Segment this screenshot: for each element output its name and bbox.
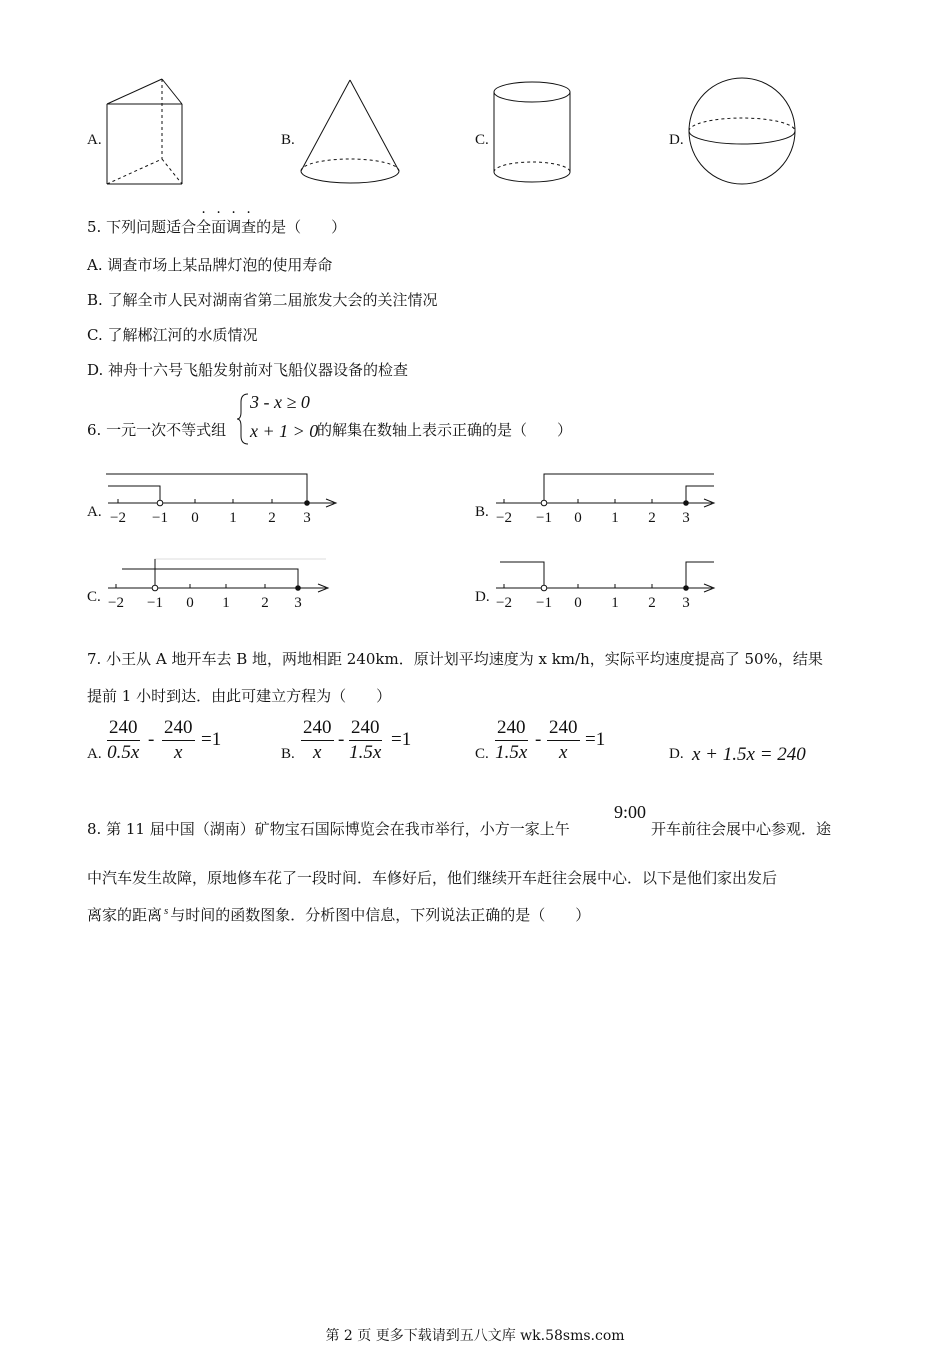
equation-rhs: =1 bbox=[585, 729, 606, 750]
tick-label: 2 bbox=[268, 510, 276, 526]
fraction bbox=[495, 716, 528, 765]
q4-option-c-label: C. bbox=[475, 132, 489, 148]
q5-option-d: D. 神舟十六号飞船发射前对飞船仪器设备的检查 bbox=[87, 361, 409, 379]
numerator: 240 bbox=[349, 716, 382, 741]
denominator: x bbox=[174, 742, 183, 763]
q8-stem-line3-prefix: 离家的距离 bbox=[87, 906, 163, 924]
number-line-d bbox=[492, 555, 732, 613]
q8-stem-line3-suffix: 与时间的函数图象．分析图中信息，下列说法正确的是（ ） bbox=[170, 906, 591, 924]
q5-emph-char: 全 bbox=[196, 218, 212, 236]
numerator: 240 bbox=[301, 716, 334, 741]
tick-label: −1 bbox=[536, 510, 552, 526]
equation: x + 1.5x = 240 bbox=[692, 744, 806, 765]
q4-option-b-label: B. bbox=[281, 132, 295, 148]
denominator: 1.5x bbox=[349, 742, 382, 763]
tick-label: 1 bbox=[222, 595, 230, 611]
q8-stem-line1-prefix: 8. 第 11 届中国（湖南）矿物宝石国际博览会在我市举行，小方一家上午 bbox=[87, 820, 570, 838]
q5-option-c: C. 了解郴江河的水质情况 bbox=[87, 326, 258, 344]
page-footer: 第 2 页 更多下载请到五八文库 wk.58sms.com bbox=[325, 1328, 625, 1344]
q7-stem-line2: 提前 1 小时到达．由此可建立方程为（ ） bbox=[87, 687, 392, 705]
q6-option-c-label: C. bbox=[87, 589, 101, 605]
tick-label: 2 bbox=[261, 595, 269, 611]
tick-label: −1 bbox=[152, 510, 168, 526]
q7-option-d-label: D. bbox=[669, 746, 684, 762]
tick-label: −1 bbox=[147, 595, 163, 611]
q6-stem-prefix: 6. 一元一次不等式组 bbox=[87, 421, 227, 439]
numerator: 240 bbox=[162, 716, 195, 741]
tick-label: 3 bbox=[682, 510, 690, 526]
q6-inequality-2: x + 1 > 0 bbox=[250, 421, 319, 441]
tick-label: 0 bbox=[186, 595, 194, 611]
q8-stem-line1-suffix: 开车前往会展中心参观．途 bbox=[651, 820, 832, 838]
q7-option-b-label: B. bbox=[281, 746, 295, 762]
cone-figure bbox=[298, 78, 404, 186]
q8-stem-line3 bbox=[87, 904, 590, 925]
fraction bbox=[349, 716, 382, 765]
q8-stem-line2: 中汽车发生故障，原地修车花了一段时间．车修好后，他们继续开车赶往会展中心．以下是他们家出发后 bbox=[87, 869, 778, 887]
number-line-c bbox=[104, 555, 344, 613]
numerator: 240 bbox=[547, 716, 580, 741]
tick-label: 2 bbox=[648, 595, 656, 611]
tick-label: −2 bbox=[108, 595, 124, 611]
q7-option-a-label: A. bbox=[87, 746, 102, 762]
q4-option-a-label: A. bbox=[87, 132, 102, 148]
tick-label: −2 bbox=[110, 510, 126, 526]
q5-emph-char: 面 bbox=[211, 218, 227, 236]
q5-emph-char: 调 bbox=[226, 218, 242, 236]
fraction bbox=[162, 716, 195, 765]
triangular-prism-figure bbox=[104, 76, 186, 188]
denominator: 1.5x bbox=[495, 742, 528, 763]
minus-sign: - bbox=[338, 729, 345, 750]
tick-label: −2 bbox=[496, 595, 512, 611]
tick-label: 0 bbox=[191, 510, 199, 526]
numerator: 240 bbox=[107, 716, 140, 741]
cylinder-figure bbox=[492, 80, 574, 186]
q8-time: 9:00 bbox=[614, 802, 647, 822]
q5-stem-suffix: 的是（ ） bbox=[256, 218, 347, 236]
tick-label: 3 bbox=[294, 595, 302, 611]
tick-label: 1 bbox=[229, 510, 237, 526]
sphere-figure bbox=[686, 76, 800, 188]
tick-label: 0 bbox=[574, 510, 582, 526]
tick-label: 1 bbox=[611, 595, 619, 611]
fraction bbox=[301, 716, 334, 765]
equation-rhs: =1 bbox=[201, 729, 222, 750]
tick-label: 0 bbox=[574, 595, 582, 611]
tick-label: 3 bbox=[303, 510, 311, 526]
fraction bbox=[107, 716, 140, 765]
q5-option-a: A. 调查市场上某品牌灯泡的使用寿命 bbox=[87, 256, 333, 274]
fraction bbox=[547, 716, 580, 765]
q6-option-a-label: A. bbox=[87, 504, 102, 520]
q5-stem-prefix: 5. 下列问题适合 bbox=[87, 218, 197, 236]
tick-label: 2 bbox=[648, 510, 656, 526]
q6-option-b-label: B. bbox=[475, 504, 489, 520]
q7-stem-line1: 7. 小王从 A 地开车去 B 地，两地相距 240km．原计划平均速度为 x km/h，实际平均速度提高了 50%，结果 bbox=[87, 650, 823, 668]
denominator: 0.5x bbox=[107, 742, 140, 763]
number-line-a bbox=[104, 470, 344, 528]
q5-option-b: B. 了解全市人民对湖南省第二届旅发大会的关注情况 bbox=[87, 291, 438, 309]
q6-option-d-label: D. bbox=[475, 589, 490, 605]
q6-brace bbox=[236, 392, 250, 446]
denominator: x bbox=[559, 742, 568, 763]
q4-option-d-label: D. bbox=[669, 132, 684, 148]
tick-label: 3 bbox=[682, 595, 690, 611]
q5-emph-char: 查 bbox=[241, 218, 257, 236]
minus-sign: - bbox=[535, 729, 542, 750]
tick-label: 1 bbox=[611, 510, 619, 526]
q7-option-c-label: C. bbox=[475, 746, 489, 762]
tick-label: −2 bbox=[496, 510, 512, 526]
q6-inequality-1: 3 - x ≥ 0 bbox=[250, 392, 310, 412]
tick-label: −1 bbox=[536, 595, 552, 611]
q5-stem bbox=[87, 216, 346, 237]
q6-stem-suffix: 的解集在数轴上表示正确的是（ ） bbox=[317, 421, 573, 439]
denominator: x bbox=[313, 742, 322, 763]
number-line-b bbox=[492, 470, 732, 528]
minus-sign: - bbox=[148, 729, 155, 750]
equation-rhs: =1 bbox=[391, 729, 412, 750]
numerator: 240 bbox=[495, 716, 528, 741]
q8-variable-s: s bbox=[164, 905, 169, 917]
